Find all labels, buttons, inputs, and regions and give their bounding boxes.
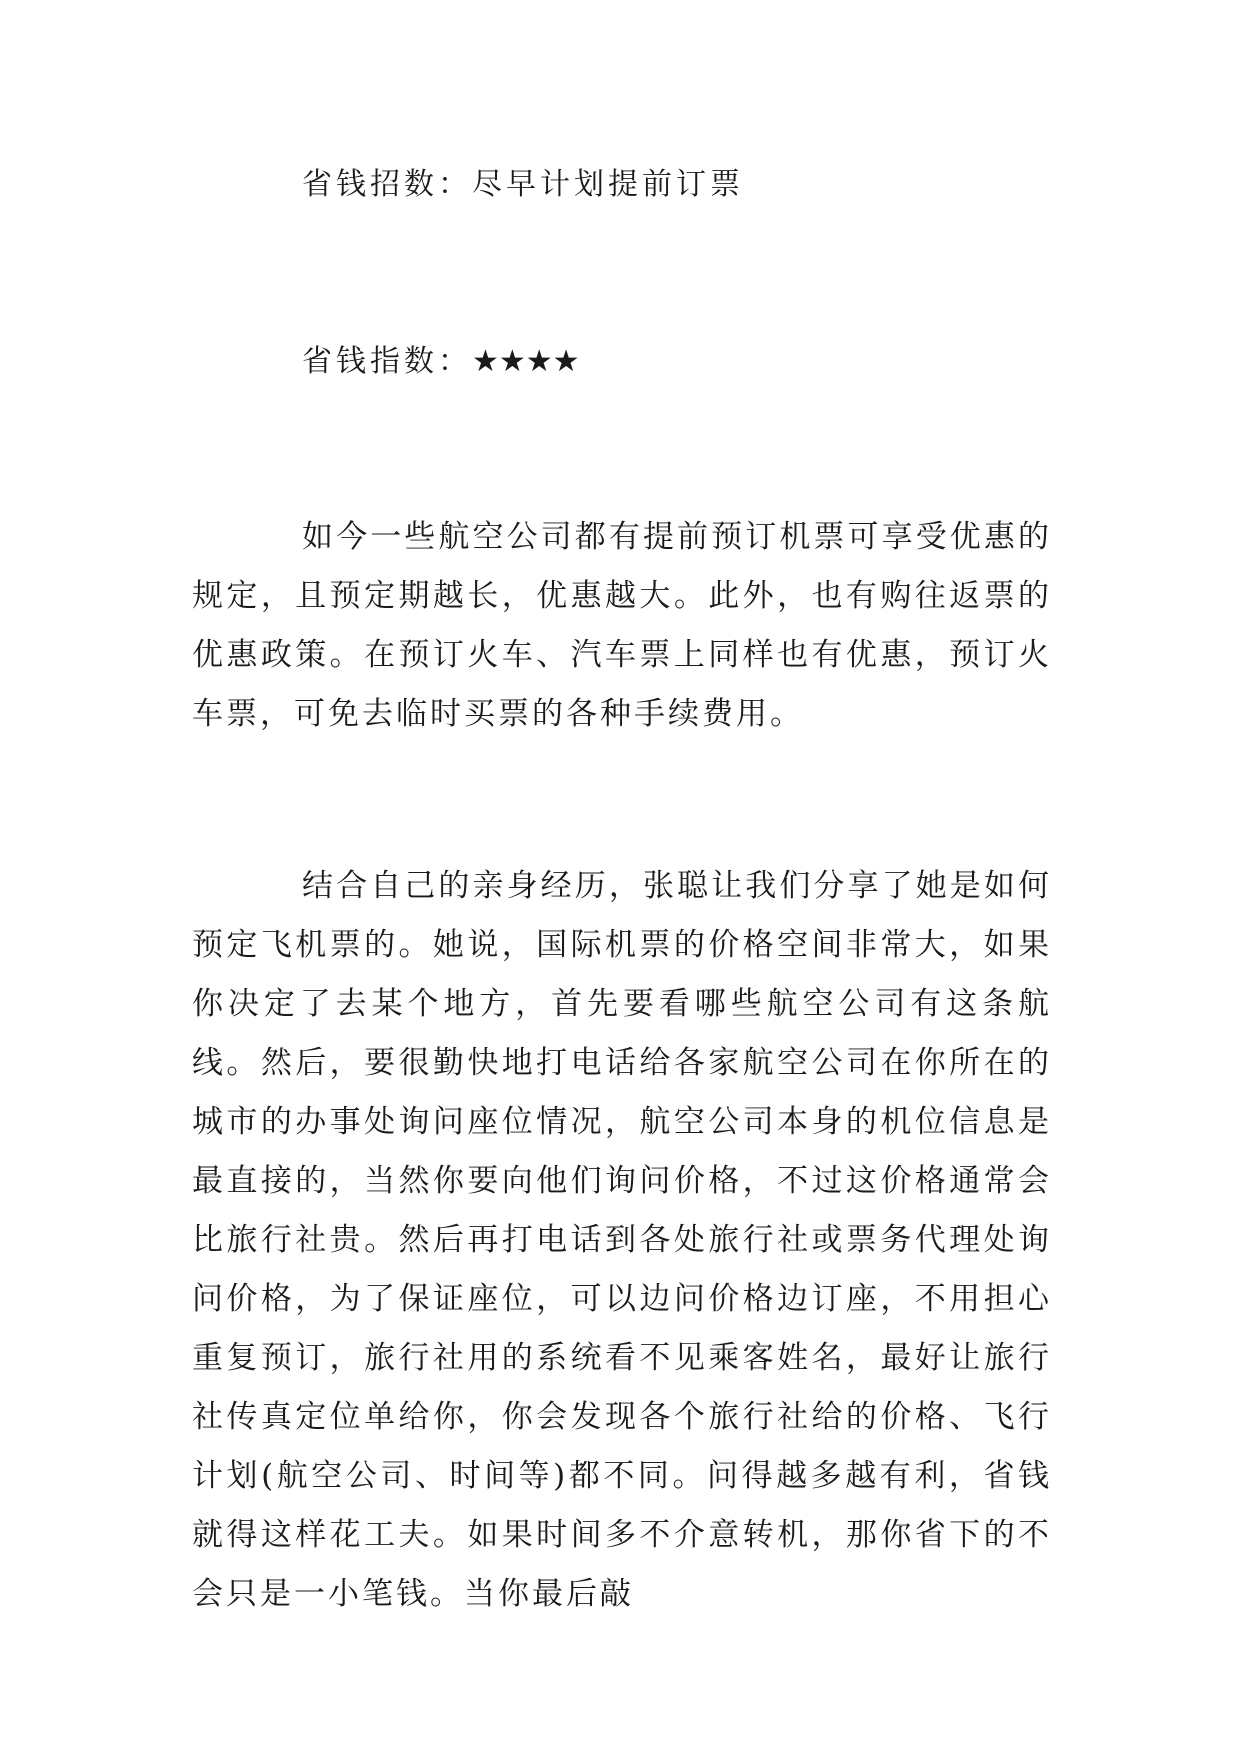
saving-method-value: 尽早计划提前订票 <box>472 167 744 202</box>
saving-index-label: 省钱指数： <box>302 344 472 379</box>
saving-method-label: 省钱招数： <box>302 167 472 202</box>
paragraph-advance-booking: 如今一些航空公司都有提前预订机票可享受优惠的规定，且预定期越长，优惠越大。此外，也有购往返票的优惠政策。在预订火车、汽车票上同样也有优惠，预订火车票，可免去临时买票的各种手续费用。 <box>192 519 1052 732</box>
paragraph-personal-experience: 结合自己的亲身经历，张聪让我们分享了她是如何预定飞机票的。她说，国际机票的价格空间非常大，如果你决定了去某个地方，首先要看哪些航空公司有这条航线。然后，要很勤快地打电话给各家航空公司在你所在的城市的办事处询问座位情况，航空公司本身的机位信息是最直接的，当然你要向他们询问价格，不过这价格通常会比旅行社贵。然后再打电话到各处旅行社或票务代理处询问价格，为了保证座位，可以边问价格边订座，不用担心重复预订，旅行社用的系统看不见乘客姓名，最好让旅行社传真定位单给你，你会发现各个旅行社给的价格、飞行计划(航空公司、时间等)都不同。问得越多越有利，省钱就得这样花工夫。如果时间多不介意转机，那你省下的不会只是一小笔钱。当你最后敲 <box>192 868 1052 1612</box>
star-rating-icon: ★★★★ <box>472 344 580 379</box>
saving-index-line <box>302 342 580 382</box>
saving-method-line <box>302 165 744 205</box>
